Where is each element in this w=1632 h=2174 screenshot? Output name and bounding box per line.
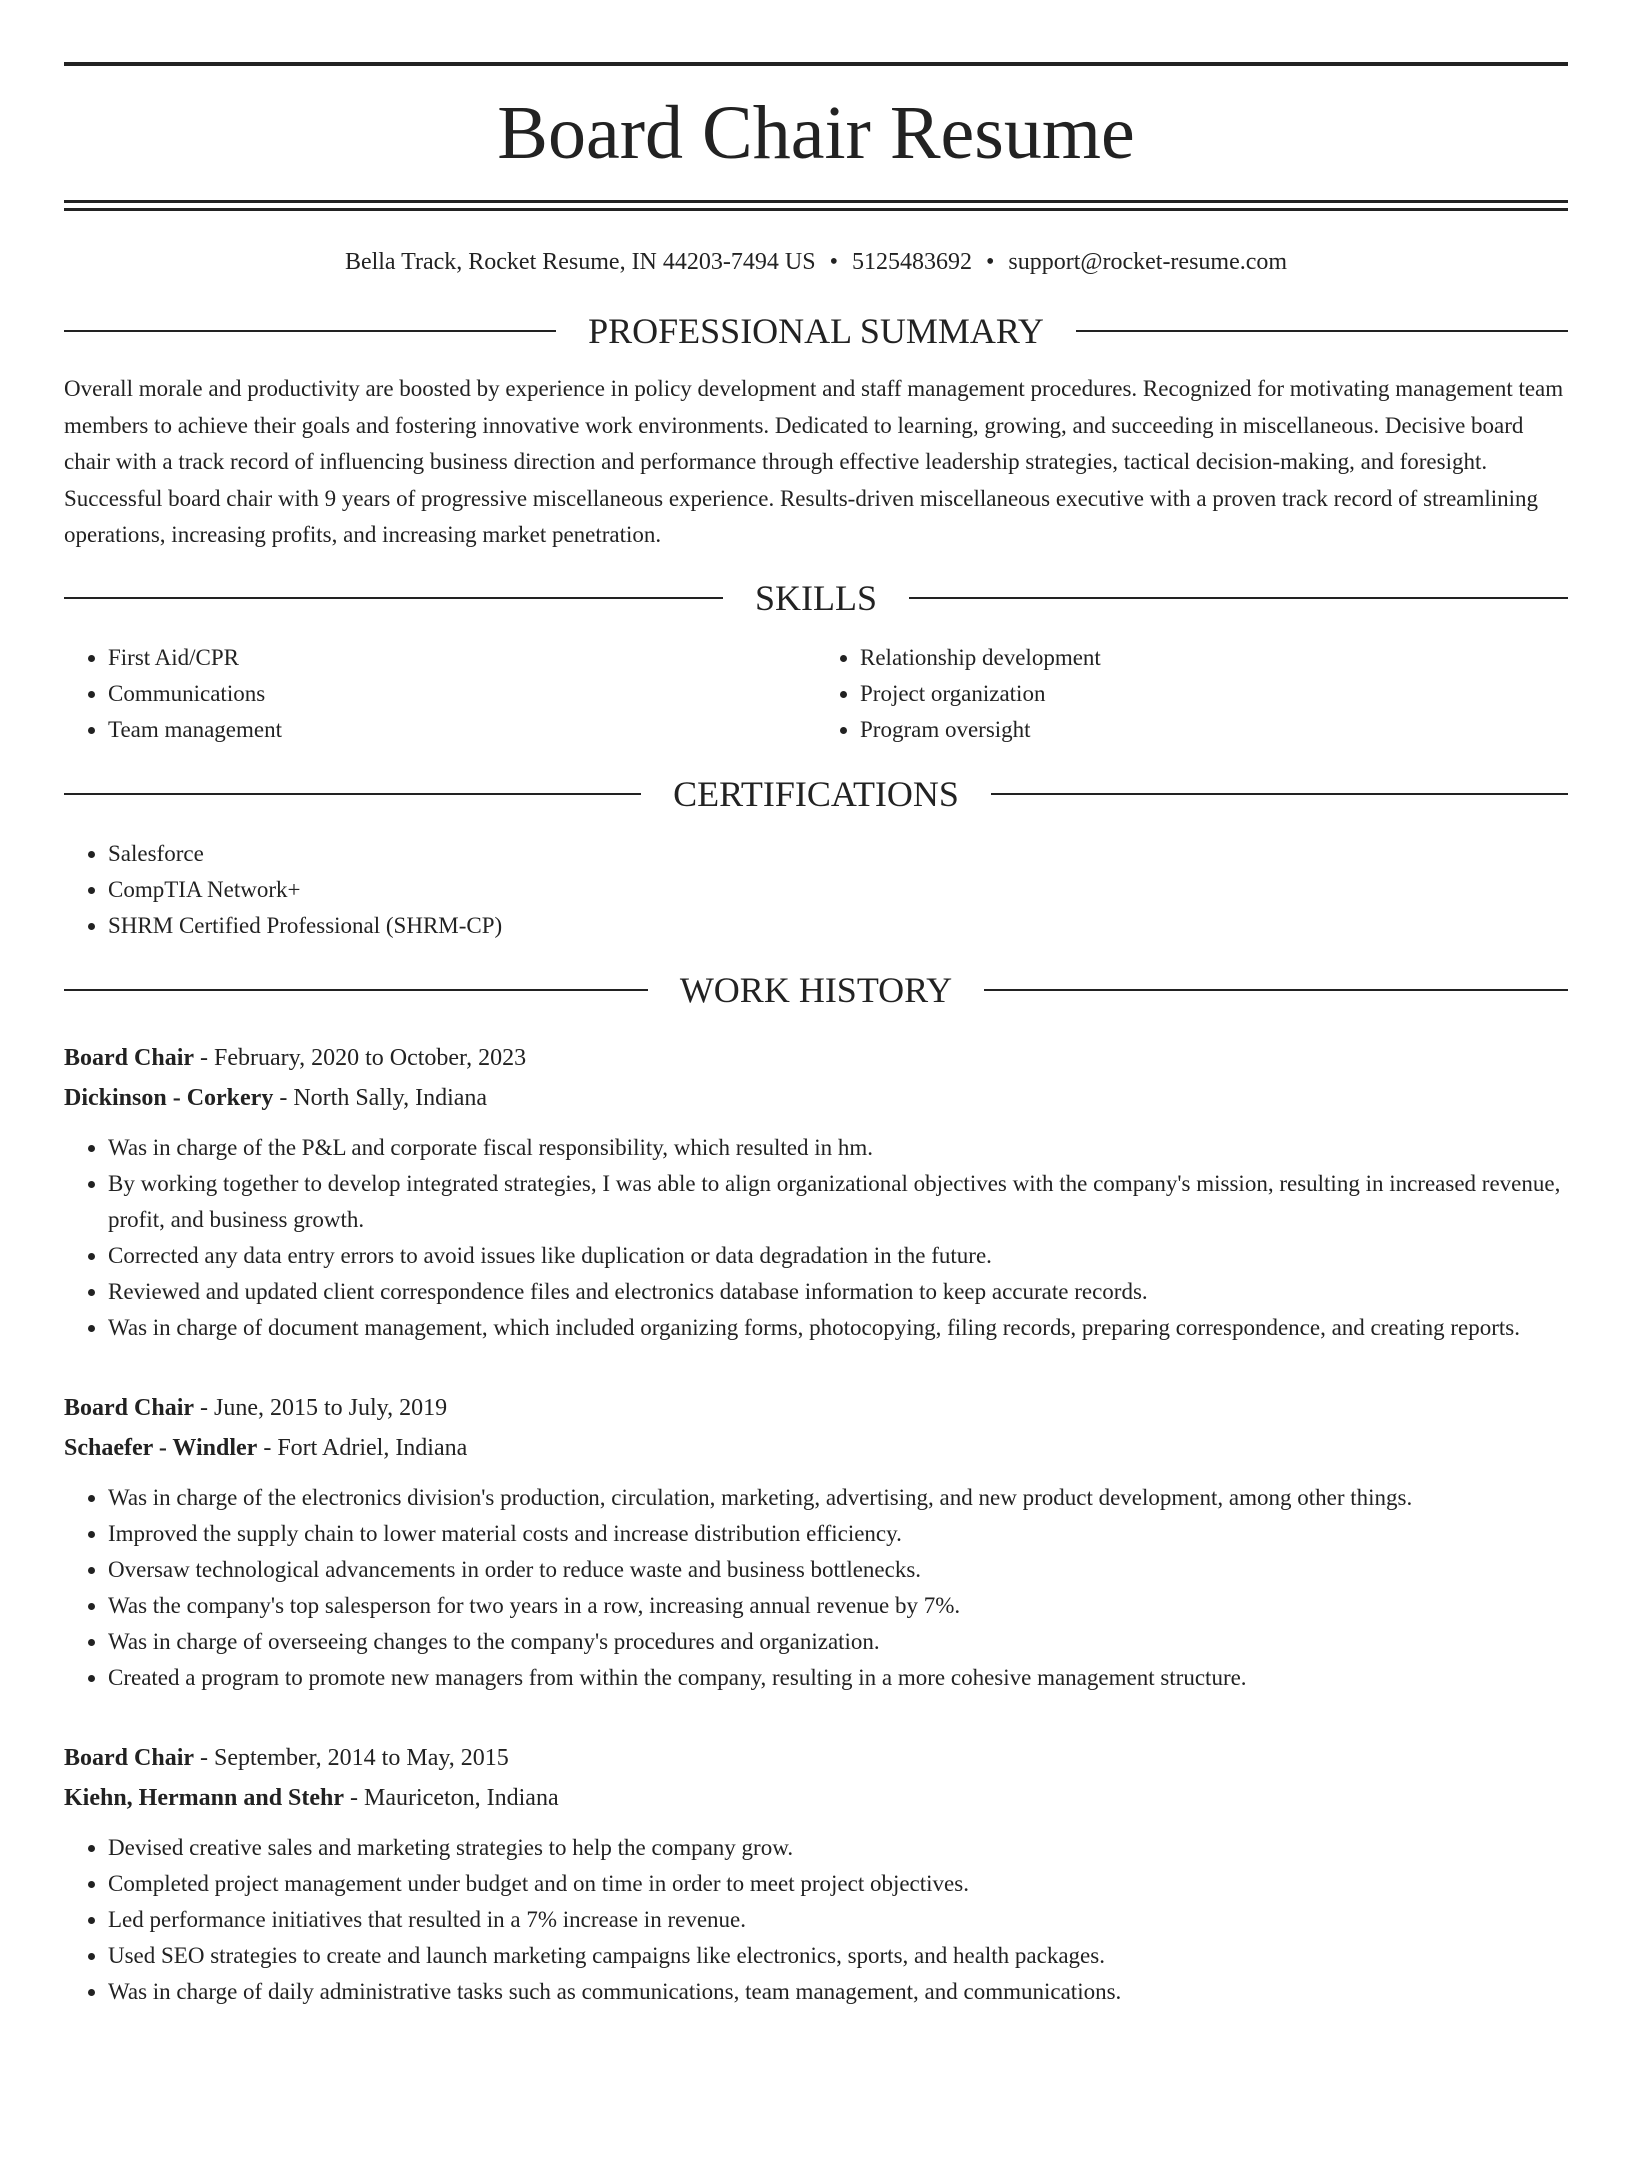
job-entry: [64, 1038, 1568, 1346]
job-bullet: • Corrected any data entry errors to avoid issues like duplication or data degradation in the future.: [108, 1238, 1568, 1274]
resume-page: [0, 62, 1632, 2174]
job-bullets: [64, 1130, 1568, 1346]
job-title-line: [64, 1738, 1568, 1778]
job-bullet: • Devised creative sales and marketing strategies to help the company grow.: [108, 1830, 1568, 1866]
section-title-summary: PROFESSIONAL SUMMARY: [588, 311, 1044, 351]
job-entry: [64, 1738, 1568, 2010]
contact-separator: •: [829, 249, 838, 275]
skills-list-left: [64, 640, 816, 748]
section-header-skills: [64, 578, 1568, 618]
job-title-line: [64, 1038, 1568, 1078]
job-company-line: [64, 1428, 1568, 1468]
contact-phone: 5125483692: [851, 249, 972, 275]
job-location: - North Sally, Indiana: [273, 1084, 488, 1111]
section-rule: [909, 597, 1568, 599]
page-title: Board Chair Resume: [497, 91, 1135, 175]
job-company: Dickinson - Corkery: [64, 1084, 274, 1111]
job-company-line: [64, 1078, 1568, 1118]
contact-line: [64, 247, 1568, 277]
job-entry: [64, 1388, 1568, 1696]
job-bullets: [64, 1830, 1568, 2010]
job-bullet: • Was in charge of the P&L and corporate fiscal responsibility, which resulted in hm.: [108, 1130, 1568, 1166]
section-rule: [64, 793, 641, 795]
job-bullet: • Was in charge of document management, which included organizing forms, photocopying, filing records, preparing correspondence, and creating reports.: [108, 1310, 1568, 1346]
job-title: Board Chair: [64, 1044, 195, 1071]
section-rule: [64, 597, 723, 599]
section-rule: [1076, 330, 1568, 332]
title-double-rule: [64, 200, 1568, 211]
certifications-list: [64, 836, 1568, 944]
job-company-line: [64, 1778, 1568, 1818]
section-header-certifications: [64, 774, 1568, 814]
job-bullet: • Was in charge of the electronics division's production, circulation, marketing, advertising, and new product development, among other things.: [108, 1480, 1568, 1516]
section-title-work-history: WORK HISTORY: [679, 969, 953, 1010]
skill-item: • First Aid/CPR: [108, 640, 816, 676]
contact-email: support@rocket-resume.com: [1008, 249, 1288, 275]
job-bullet: • Was in charge of overseeing changes to the company's procedures and organization.: [108, 1624, 1568, 1660]
job-title-line: [64, 1388, 1568, 1428]
section-rule: [984, 989, 1568, 991]
top-rule: [64, 62, 1568, 66]
contact-address: Bella Track, Rocket Resume, IN 44203-7494 US: [344, 249, 816, 275]
section-header-work-history: [64, 970, 1568, 1010]
summary-text: Overall morale and productivity are boosted by experience in policy development and staff management procedures. Recognized for motivating management team members to achieve their goals and fostering innovative work environments. Dedicated to learning, growing, and succeeding in miscellaneous. Decisive board chair with a track record of influencing business direction and performance through effective leadership strategies, tactical decision-making, and foresight. Successful board chair with 9 years of progressive miscellaneous experience. Results-driven miscellaneous executive with a proven track record of streamlining operations, increasing profits, and increasing market penetration.: [64, 376, 1564, 547]
job-location: - Mauriceton, Indiana: [344, 1784, 559, 1811]
skills-grid: [64, 640, 1568, 748]
skill-item: • Project organization: [860, 676, 1568, 712]
job-title: Board Chair: [64, 1744, 195, 1771]
contact-separator: •: [985, 249, 995, 275]
section-rule: [64, 330, 556, 332]
job-bullet: • Was in charge of daily administrative tasks such as communications, team management, and communications.: [108, 1974, 1568, 2010]
job-bullet: • Was the company's top salesperson for two years in a row, increasing annual revenue by 7%.: [108, 1588, 1568, 1624]
job-dates: - February, 2020 to October, 2023: [194, 1044, 527, 1071]
skill-item: • Program oversight: [860, 712, 1568, 748]
job-bullet: • Used SEO strategies to create and launch marketing campaigns like electronics, sports, and health packages.: [108, 1938, 1568, 1974]
job-bullet: • Oversaw technological advancements in order to reduce waste and business bottlenecks.: [108, 1552, 1568, 1588]
skill-item: • Communications: [108, 676, 816, 712]
job-dates: - September, 2014 to May, 2015: [194, 1744, 509, 1771]
job-location: - Fort Adriel, Indiana: [257, 1434, 468, 1461]
section-header-summary: [64, 311, 1568, 351]
job-bullet: • Created a program to promote new managers from within the company, resulting in a more cohesive management structure.: [108, 1660, 1568, 1696]
certification-item: • SHRM Certified Professional (SHRM-CP): [108, 908, 1568, 944]
certification-item: • CompTIA Network+: [108, 872, 1568, 908]
job-bullet: • By working together to develop integrated strategies, I was able to align organizational objectives with the company's mission, resulting in increased revenue, profit, and business growth.: [108, 1166, 1568, 1238]
section-title-skills: SKILLS: [755, 577, 878, 618]
job-bullet: • Completed project management under budget and on time in order to meet project objectives.: [108, 1866, 1568, 1902]
skills-list-right: [816, 640, 1568, 748]
job-bullet: • Reviewed and updated client correspondence files and electronics database information to keep accurate records.: [108, 1274, 1568, 1310]
job-bullets: [64, 1480, 1568, 1696]
job-company: Kiehn, Hermann and Stehr: [64, 1784, 345, 1811]
skill-item: • Team management: [108, 712, 816, 748]
job-bullet: • Improved the supply chain to lower material costs and increase distribution efficiency.: [108, 1516, 1568, 1552]
job-title: Board Chair: [64, 1394, 195, 1421]
job-company: Schaefer - Windler: [64, 1434, 258, 1461]
section-rule: [64, 989, 648, 991]
section-rule: [991, 793, 1568, 795]
skill-item: • Relationship development: [860, 640, 1568, 676]
section-title-certifications: CERTIFICATIONS: [673, 773, 959, 814]
job-dates: - June, 2015 to July, 2019: [194, 1394, 448, 1421]
job-bullet: • Led performance initiatives that resulted in a 7% increase in revenue.: [108, 1902, 1568, 1938]
certification-item: • Salesforce: [108, 836, 1568, 872]
